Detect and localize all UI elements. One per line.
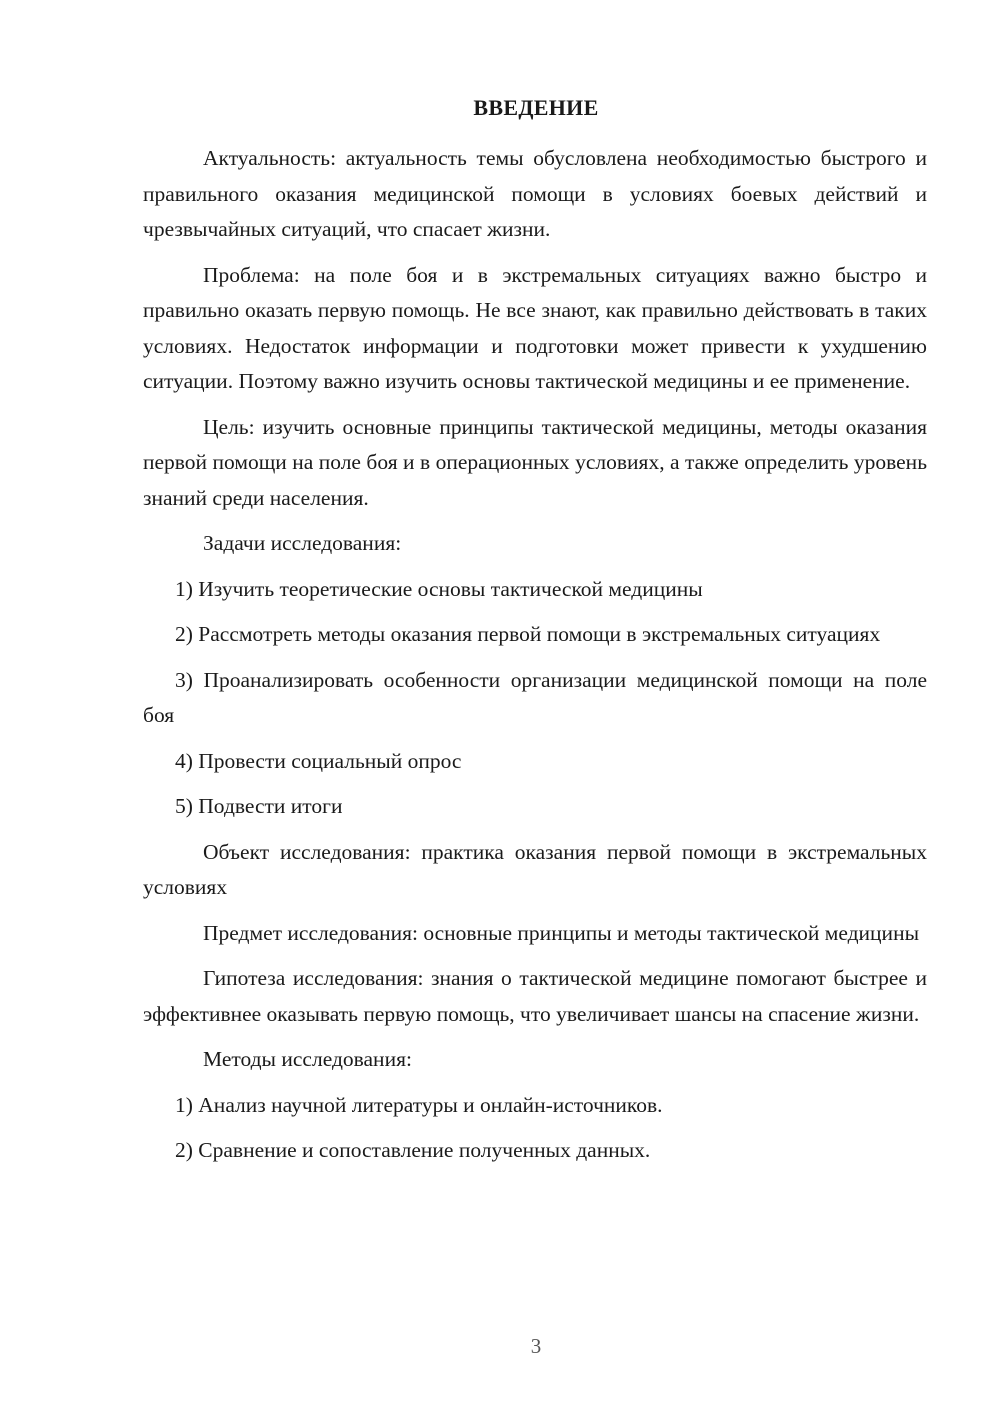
- relevance-paragraph: Актуальность: актуальность темы обусловлена необходимостью быстрого и правильного оказания медицинской помощи в условиях боевых действий и чрезвычайных ситуаций, что спасает жизни.: [143, 146, 927, 241]
- goal-paragraph: Цель: изучить основные принципы тактической медицины, методы оказания первой помощи на поле боя и в операционных условиях, а также определить уровень знаний среди населения.: [143, 414, 927, 510]
- section-title: ВВЕДЕНИЕ: [473, 95, 599, 120]
- task-item: 2) Рассмотреть методы оказания первой помощи в экстремальных ситуациях: [175, 622, 881, 646]
- object-paragraph: Объект исследования: практика оказания первой помощи в экстремальных условиях: [143, 839, 927, 899]
- method-item: 2) Сравнение и сопоставление полученных данных.: [175, 1138, 651, 1162]
- task-item: 5) Подвести итоги: [175, 794, 343, 818]
- subject-paragraph: Предмет исследования: основные принципы и методы тактической медицины: [203, 920, 920, 945]
- hypothesis-paragraph: Гипотеза исследования: знания о тактической медицине помогают быстрее и эффективнее оказывать первую помощь, что увеличивает шансы на спасение жизни.: [143, 966, 927, 1026]
- page-number: 3: [530, 1334, 542, 1358]
- task-item: 3) Проанализировать особенности организации медицинской помощи на поле боя: [143, 667, 927, 727]
- methods-heading: Методы исследования:: [203, 1047, 412, 1071]
- task-item: 4) Провести социальный опрос: [175, 748, 462, 773]
- method-item: 1) Анализ научной литературы и онлайн-источников.: [175, 1092, 663, 1117]
- tasks-heading: Задачи исследования:: [203, 531, 402, 555]
- document-body: [143, 141, 927, 1169]
- task-item: 1) Изучить теоретические основы тактической медицины: [175, 576, 703, 601]
- problem-paragraph: Проблема: на поле боя и в экстремальных ситуациях важно быстро и правильно оказать первую помощь. Не все знают, как правильно действовать в таких условиях. Недостаток информации и подготовки может привести к ухудшению ситуации. Поэтому важно изучить основы тактической медицины и ее применение.: [143, 262, 927, 393]
